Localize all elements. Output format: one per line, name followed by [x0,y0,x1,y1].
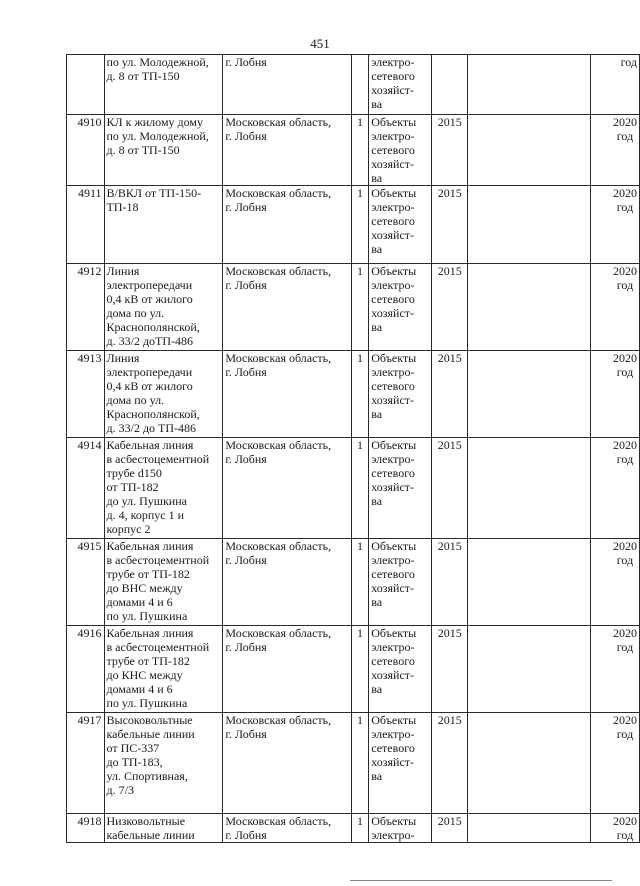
object-type-cell: Объекты электро- [369,814,432,843]
object-location-cell: Московская область, г. Лобня [223,186,351,264]
object-location-cell: Московская область, г. Лобня [223,814,351,843]
object-type-cell: Объекты электро- сетевого хозяйст- ва [369,264,432,351]
object-year-cell: 2015 [432,351,468,438]
object-name-cell: В/ВКЛ от ТП-150- ТП-18 [104,186,223,264]
object-year-cell: 2015 [432,264,468,351]
object-type-cell: Объекты электро- сетевого хозяйст- ва [369,539,432,626]
empty-cell-cell [468,351,591,438]
object-year-cell: 2015 [432,814,468,843]
object-name-cell: Высоковольтные кабельные линии от ПС-337 до ТП-183, ул. Спортивная, д. 7/3 [104,713,223,814]
object-name-cell: КЛ к жилому дому по ул. Молодежной, д. 8 от ТП-150 [104,115,223,186]
table-row [67,626,640,713]
deadline-cell [591,55,640,115]
object-quantity-cell: 1 [351,351,369,438]
table-row [67,539,640,626]
object-quantity-cell: 1 [351,115,369,186]
object-location-cell: Московская область, г. Лобня [223,351,351,438]
row-number-cell: 4918 [67,814,105,843]
empty-cell-cell [468,626,591,713]
table-row [67,438,640,539]
object-location-cell: Московская область, г. Лобня [223,539,351,626]
bottom-rule [350,880,612,881]
object-quantity-cell [351,55,369,115]
object-quantity-cell: 1 [351,438,369,539]
row-number-cell: 4914 [67,438,105,539]
object-year-cell: 2015 [432,115,468,186]
object-year-cell: 2015 [432,438,468,539]
deadline-text: год [620,55,637,69]
row-number-cell: 4912 [67,264,105,351]
deadline-cell [591,186,640,264]
row-number-cell: 4911 [67,186,105,264]
table-row [67,713,640,814]
object-quantity-cell: 1 [351,539,369,626]
table-row [67,351,640,438]
object-type-cell: Объекты электро- сетевого хозяйст- ва [369,438,432,539]
deadline-text: 2020 год [613,186,637,214]
table-row [67,115,640,186]
register-table [66,54,640,843]
object-year-cell: 2015 [432,186,468,264]
row-number-cell [67,55,105,115]
object-name-cell: Низковольтные кабельные линии [104,814,223,843]
deadline-text: 2020 год [613,264,637,292]
object-location-cell: Московская область, г. Лобня [223,264,351,351]
row-number-cell: 4915 [67,539,105,626]
object-name-cell: Кабельная линия в асбестоцементной трубе от ТП-182 до ВНС между домами 4 и 6 по ул. Пушкина [104,539,223,626]
empty-cell-cell [468,115,591,186]
row-number-cell: 4917 [67,713,105,814]
deadline-cell [591,264,640,351]
empty-cell-cell [468,814,591,843]
object-quantity-cell: 1 [351,713,369,814]
object-name-cell: по ул. Молодежной, д. 8 от ТП-150 [104,55,223,115]
deadline-cell [591,713,640,814]
object-name-cell: Кабельная линия в асбестоцементной трубе от ТП-182 до КНС между домами 4 и 6 по ул. Пушкина [104,626,223,713]
row-number-cell: 4913 [67,351,105,438]
object-year-cell: 2015 [432,713,468,814]
row-number-cell: 4910 [67,115,105,186]
object-quantity-cell: 1 [351,626,369,713]
deadline-text: 2020 год [613,814,637,842]
deadline-text: 2020 год [613,626,637,654]
object-location-cell: Московская область, г. Лобня [223,713,351,814]
deadline-text: 2020 год [613,539,637,567]
object-type-cell: электро- сетевого хозяйст- ва [369,55,432,115]
object-type-cell: Объекты электро- сетевого хозяйст- ва [369,186,432,264]
object-type-cell: Объекты электро- сетевого хозяйст- ва [369,713,432,814]
deadline-cell [591,539,640,626]
empty-cell-cell [468,55,591,115]
object-type-cell: Объекты электро- сетевого хозяйст- ва [369,626,432,713]
object-location-cell: г. Лобня [223,55,351,115]
object-quantity-cell: 1 [351,814,369,843]
object-name-cell: Линия электропередачи 0,4 кВ от жилого дома по ул. Краснополянской, д. 33/2 доТП-486 [104,264,223,351]
deadline-cell [591,351,640,438]
object-quantity-cell: 1 [351,186,369,264]
deadline-cell [591,115,640,186]
deadline-text: 2020 год [613,351,637,379]
deadline-cell [591,438,640,539]
object-year-cell: 2015 [432,539,468,626]
object-location-cell: Московская область, г. Лобня [223,626,351,713]
object-name-cell: Линия электропередачи 0,4 кВ от жилого дома по ул. Краснополянской, д. 33/2 до ТП-486 [104,351,223,438]
deadline-cell [591,814,640,843]
empty-cell-cell [468,438,591,539]
object-name-cell: Кабельная линия в асбестоцементной трубе d150 от ТП-182 до ул. Пушкина д. 4, корпус 1 и корпус 2 [104,438,223,539]
page-number: 451 [310,36,330,51]
table-row [67,186,640,264]
table-row [67,264,640,351]
row-number-cell: 4916 [67,626,105,713]
empty-cell-cell [468,539,591,626]
deadline-text: 2020 год [613,115,637,143]
object-year-cell [432,55,468,115]
empty-cell-cell [468,186,591,264]
empty-cell-cell [468,264,591,351]
table-row [67,814,640,843]
object-quantity-cell: 1 [351,264,369,351]
deadline-text: 2020 год [613,713,637,741]
deadline-cell [591,626,640,713]
object-location-cell: Московская область, г. Лобня [223,438,351,539]
object-type-cell: Объекты электро- сетевого хозяйст- ва [369,115,432,186]
object-type-cell: Объекты электро- сетевого хозяйст- ва [369,351,432,438]
object-location-cell: Московская область, г. Лобня [223,115,351,186]
table-row [67,55,640,115]
empty-cell-cell [468,713,591,814]
object-year-cell: 2015 [432,626,468,713]
deadline-text: 2020 год [613,438,637,466]
